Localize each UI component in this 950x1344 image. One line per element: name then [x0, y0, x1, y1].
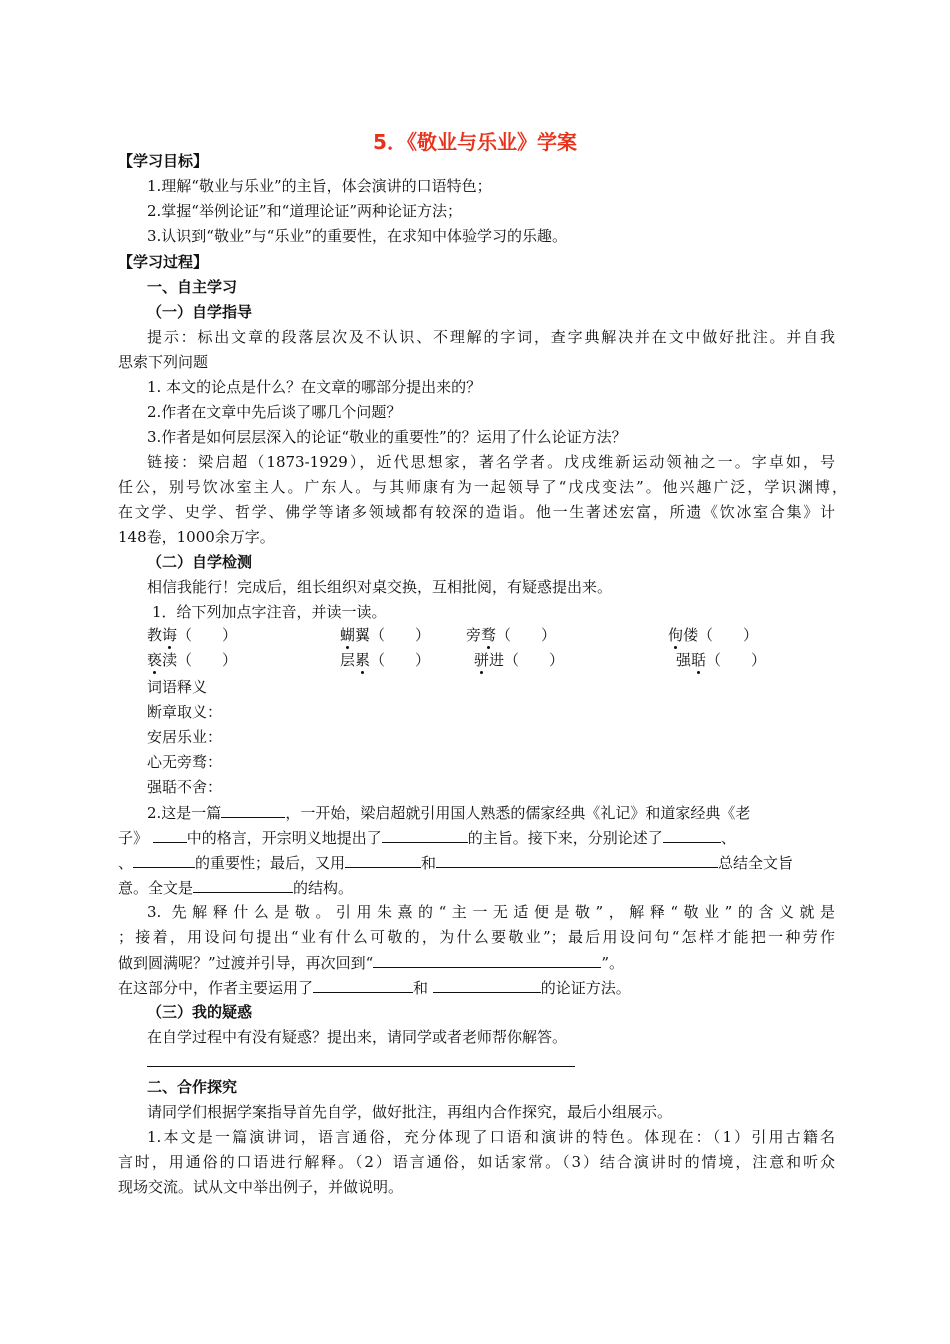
guide-question: 3.作者是如何层层深入的论证“敬业的重要性”的？运用了什么论证方法？ — [147, 428, 627, 446]
dotted-char: 骈 — [474, 651, 490, 669]
answer-blank[interactable] — [221, 802, 285, 818]
question-3-line: 做到圆满呢？”过渡并引导，再次回到“ ”。 — [118, 954, 625, 972]
answer-blank[interactable] — [382, 827, 468, 843]
hint-text: 思索下列问题 — [118, 353, 209, 371]
check-intro: 相信我能行！完成后，组长组织对桌交换，互相批阅，有疑惑提出来。 — [147, 578, 613, 596]
question-3-line: 在这部分中，作者主要运用了 和 的论证方法。 — [118, 979, 631, 997]
goal-item: 1.理解“敬业与乐业”的主旨，体会演讲的口语特色； — [147, 177, 492, 195]
answer-blank[interactable] — [313, 977, 413, 993]
dotted-char: 累 — [355, 651, 371, 669]
part2-question: 言时，用通俗的口语进行解释。（2）语言通俗，如话家常。（3）结合演讲时的情境，注意和听众 — [118, 1153, 835, 1171]
part2-intro: 请同学们根据学案指导首先自学，做好批注，再组内合作探究，最后小组展示。 — [147, 1103, 673, 1121]
link-text: 在文学、史学、哲学、佛学等诸多领域都有较深的造诣。他一生著述宏富，所遗《饮冰室合集》计 — [118, 503, 835, 521]
dotted-char: 聒 — [691, 651, 707, 669]
answer-blank[interactable] — [133, 852, 195, 868]
question-3-line: ；接着，用设问句提出“业有什么可敬的，为什么要敬业”；最后用设问句“怎样才能把一种劳作 — [118, 928, 835, 946]
dotted-char: 佝 — [668, 626, 684, 644]
goal-item: 2.掌握“举例论证”和“道理论证”两种论证方法； — [147, 202, 462, 220]
part1-heading: 一、自主学习 — [147, 278, 238, 296]
pinyin-item: 骈进（ ） — [474, 651, 565, 669]
question-3-line: 3. 先解释什么是敬。引用朱熹的“主一无适便是敬”，解释“敬业”的含义就是 — [147, 903, 835, 921]
part2-question: 1.本文是一篇演讲词，语言通俗，充分体现了口语和演讲的特色。体现在：（1）引用古籍名 — [147, 1128, 835, 1146]
goals-heading: 【学习目标】 — [118, 152, 209, 170]
guide-question: 2.作者在文章中先后谈了哪几个问题？ — [147, 403, 402, 421]
answer-blank[interactable] — [433, 977, 541, 993]
link-text: 148卷，1000余万字。 — [118, 528, 275, 546]
answer-blank[interactable] — [193, 877, 293, 893]
doubt-answer-line[interactable] — [147, 1066, 575, 1067]
doubt-heading: （三）我的疑惑 — [147, 1003, 253, 1021]
dotted-char: 骛 — [481, 626, 497, 644]
doubt-text: 在自学过程中有没有疑惑？提出来，请同学或者老师帮你解答。 — [147, 1028, 568, 1046]
question-2-line: 意。全文是 的结构。 — [118, 879, 354, 897]
answer-blank[interactable] — [345, 852, 421, 868]
dotted-char: 蝴 — [340, 626, 356, 644]
pinyin-item: 蝴翼（ ） — [340, 626, 431, 644]
question-2-line: 2.这是一篇 ，一开始，梁启超就引用国人熟悉的儒家经典《礼记》和道家经典《老 — [147, 804, 751, 822]
vocab-heading: 词语释义 — [147, 678, 208, 696]
vocab-item: 强聒不舍： — [147, 778, 223, 796]
vocab-item: 断章取义： — [147, 703, 223, 721]
guide-question: 1. 本文的论点是什么？在文章的哪部分提出来的？ — [147, 378, 482, 396]
check-question-1: 1．给下列加点字注音，并读一读。 — [152, 603, 387, 621]
link-text: 链接：梁启超（1873-1929），近代思想家，著名学者。戊戌维新运动领袖之一。字卓如，号 — [147, 453, 835, 471]
hint-text: 提示：标出文章的段落层次及不认识、不理解的字词，查字典解决并在文中做好批注。并自我 — [147, 328, 835, 346]
page-title: 5．《敬业与乐业》学案 — [373, 130, 577, 154]
part2-heading: 二、合作探究 — [147, 1078, 238, 1096]
pinyin-item: 旁骛（ ） — [466, 626, 557, 644]
answer-blank[interactable] — [436, 852, 718, 868]
pinyin-item: 教诲（ ） — [147, 626, 238, 644]
goal-item: 3.认识到“敬业”与“乐业”的重要性，在求知中体验学习的乐趣。 — [147, 227, 567, 245]
guide-heading: （一）自学指导 — [147, 303, 253, 321]
pinyin-item: 强聒（ ） — [676, 651, 767, 669]
pinyin-item: 层累（ ） — [340, 651, 431, 669]
process-heading: 【学习过程】 — [118, 253, 209, 271]
check-heading: （二）自学检测 — [147, 553, 253, 571]
answer-blank[interactable] — [663, 827, 721, 843]
vocab-item: 安居乐业： — [147, 728, 223, 746]
part2-question: 现场交流。试从文中举出例子，并做说明。 — [118, 1178, 404, 1196]
dotted-char: 诲 — [162, 626, 178, 644]
pinyin-item: 亵渎（ ） — [147, 651, 238, 669]
answer-blank[interactable] — [373, 952, 601, 968]
vocab-item: 心无旁骛： — [147, 753, 223, 771]
dotted-char: 亵 — [147, 651, 163, 669]
answer-blank[interactable] — [153, 827, 187, 843]
question-2-line: 、 的重要性；最后，又用 和 总结全文旨 — [118, 854, 794, 872]
question-2-line: 子》 中的格言，开宗明义地提出了 的主旨。接下来，分别论述了 、 — [118, 829, 736, 847]
link-text: 任公，别号饮冰室主人。广东人。与其师康有为一起领导了“戊戌变法”。他兴趣广泛，学识渊博， — [118, 478, 847, 496]
pinyin-item: 佝偻（ ） — [668, 626, 759, 644]
